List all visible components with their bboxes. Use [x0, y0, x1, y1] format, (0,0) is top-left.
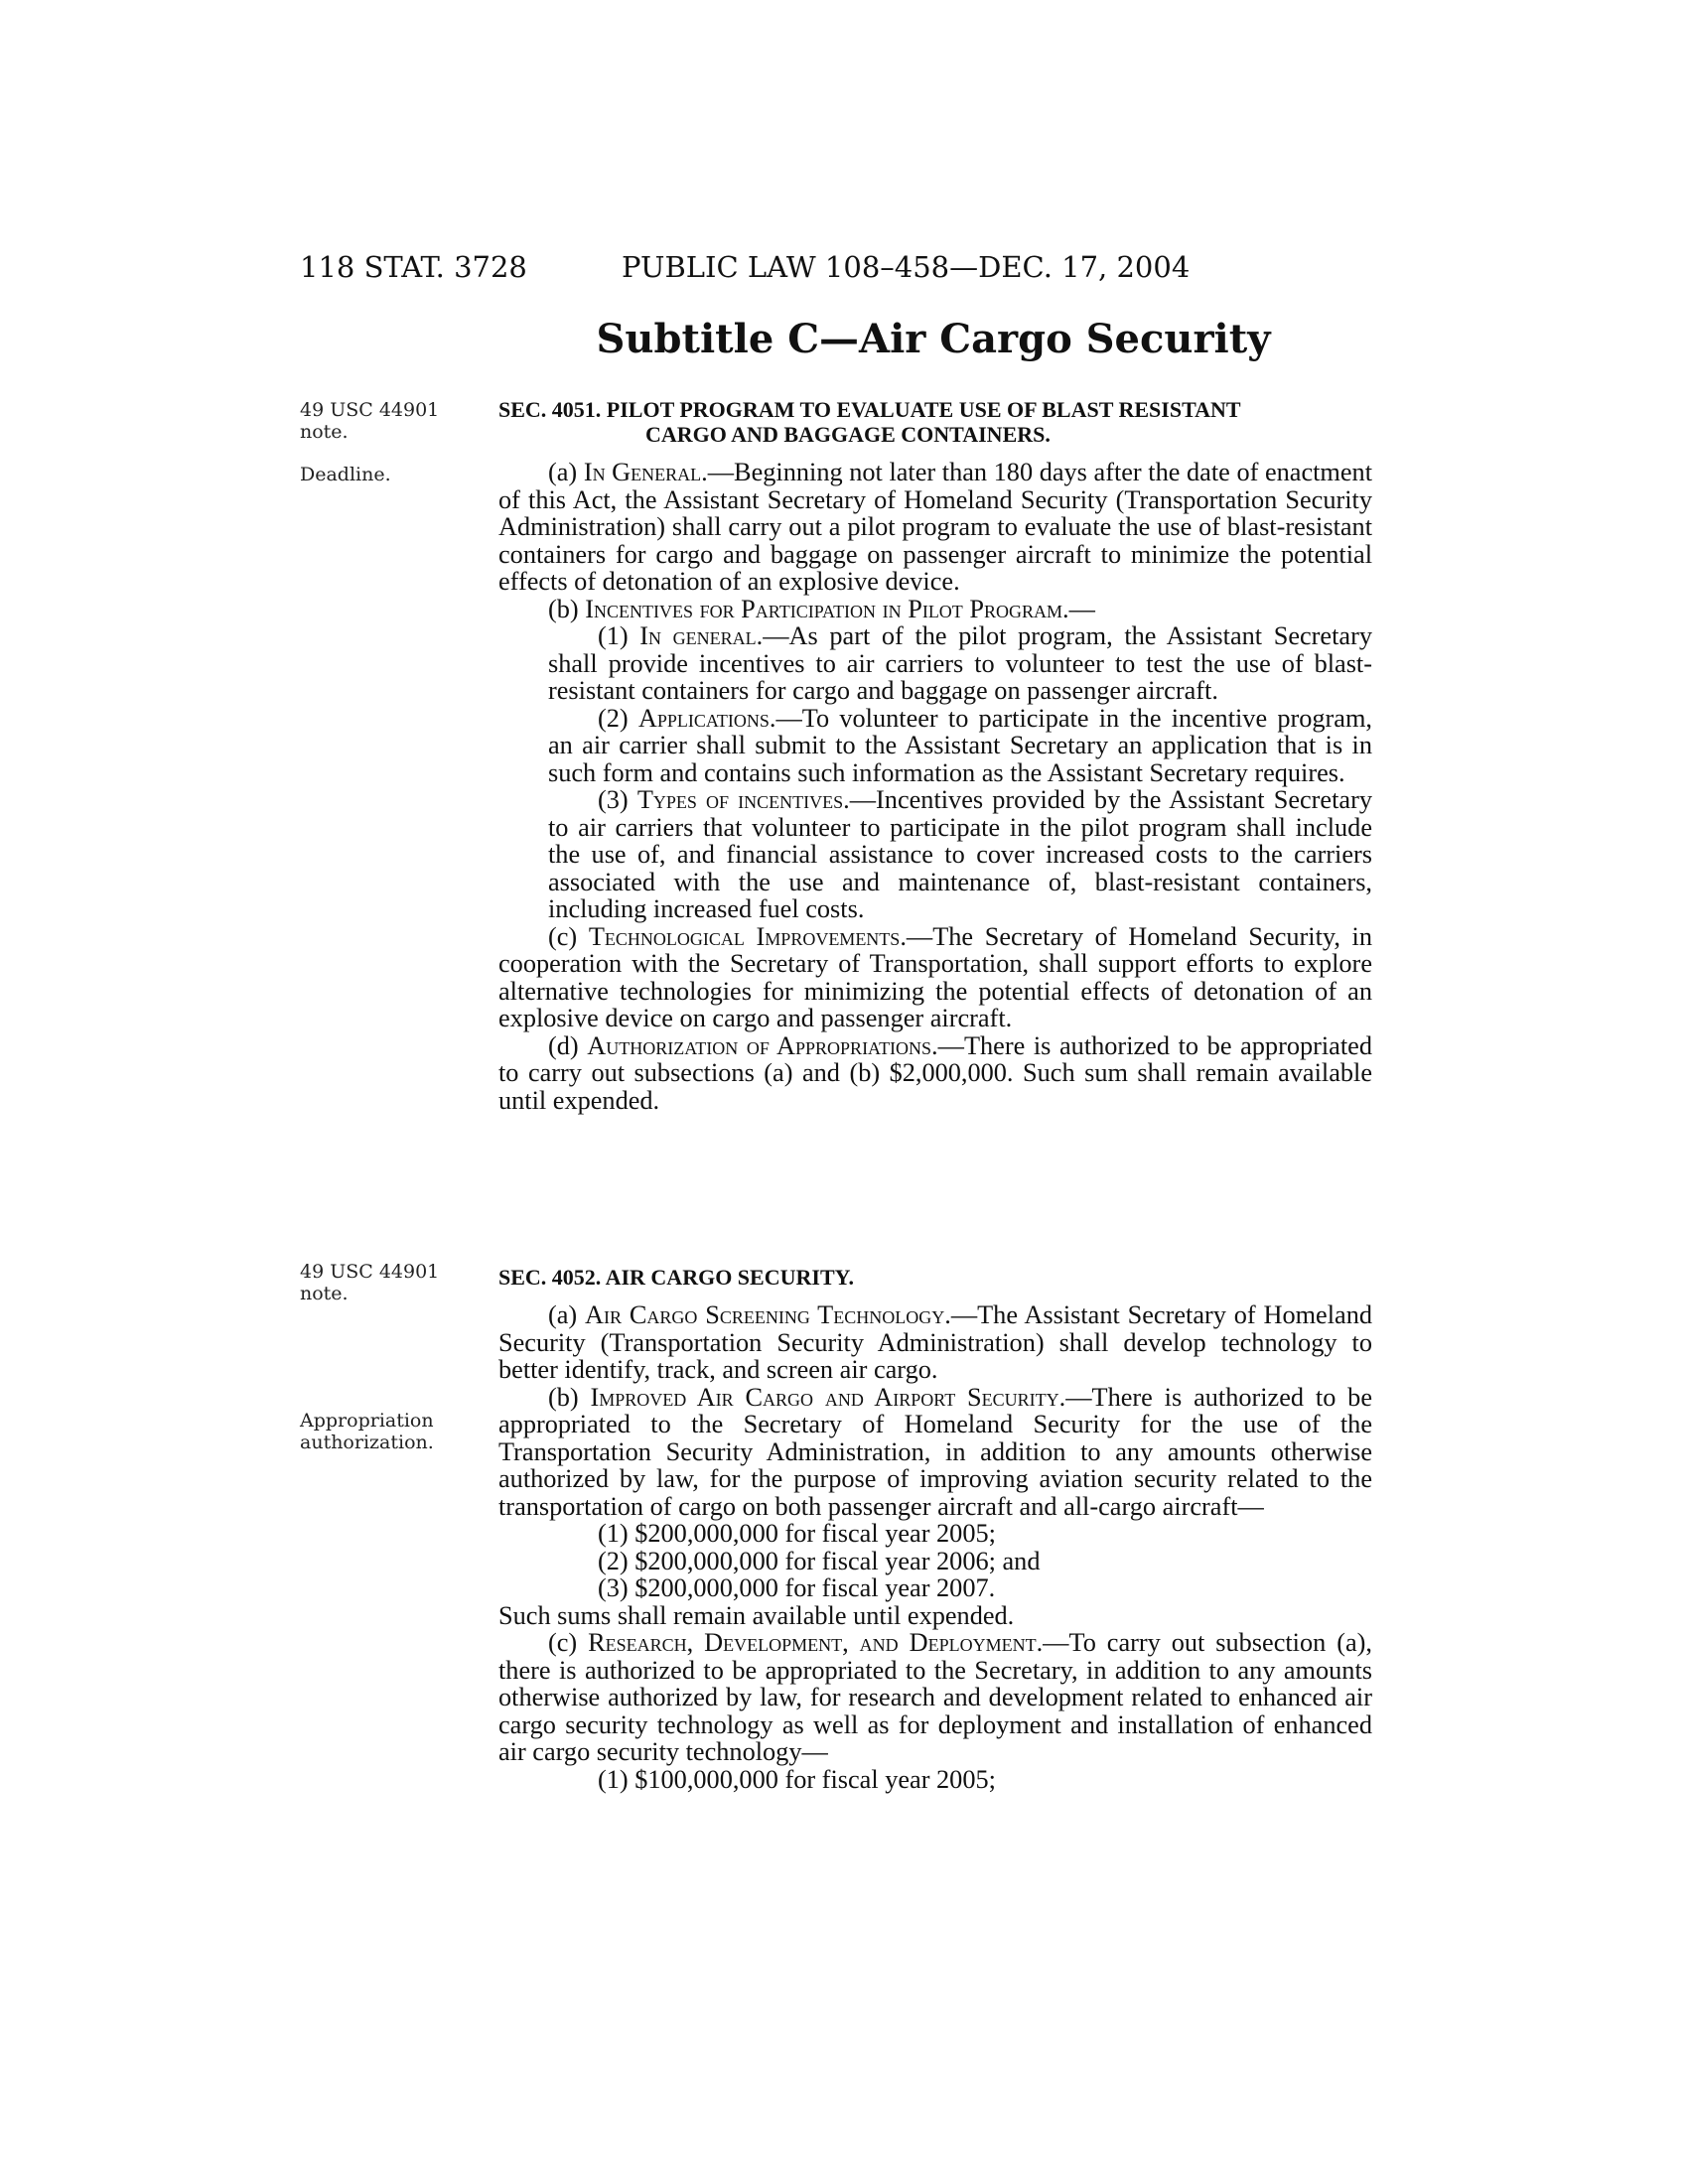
section-4051-heading: SEC. 4051. PILOT PROGRAM TO EVALUATE USE OF BLAST RESISTANT CARGO AND BAGGAGE CONTAINERS. [498, 397, 1241, 447]
section-4052-c: (c) Research, Development, and Deployment.—To carry out subsection (a), there is authorized to be appropriated to the Secretary, in addition to any amounts otherwise authorized by law, for research and development related to enhanced air cargo security technology as well as for deployment and installation of enhanced air cargo security technology— [498, 1628, 1372, 1766]
stat-page-number: 118 STAT. 3728 [300, 250, 527, 284]
subtitle-heading: Subtitle C—Air Cargo Security [596, 316, 1271, 362]
section-4052-b-item: (1) $200,000,000 for fiscal year 2005; [598, 1519, 996, 1548]
section-4051-b3: (3) Types of incentives.—Incentives provided by the Assistant Secretary to air carriers that volunteer to participate in the pilot program shall include the use of, and financial assistance to cover increased costs to the carriers associated with the use and maintenance of, blast-resistant containers, including increased fuel costs. [548, 785, 1372, 923]
section-4052-a: (a) Air Cargo Screening Technology.—The Assistant Secretary of Homeland Security (Transportation Security Administration) shall develop technology to better identify, track, and screen air cargo. [498, 1300, 1373, 1384]
section-4052-b: (b) Improved Air Cargo and Airport Security.—There is authorized to be appropriated to the Secretary of Homeland Security for the use of the Transportation Security Administration, in addition to any amounts otherwise authorized by law, for the purpose of improving aviation security related to the transportation of cargo on both passenger aircraft and all-cargo aircraft— [498, 1382, 1372, 1521]
section-4051-b1: (1) In general.—As part of the pilot program, the Assistant Secretary shall provide incentives to air carriers to volunteer to test the use of blast-resistant containers for cargo and baggage on passenger aircraft. [548, 621, 1372, 705]
margin-note-usc-2: 49 USC 44901 note. [300, 1261, 440, 1304]
law-citation: PUBLIC LAW 108–458—DEC. 17, 2004 [622, 250, 1191, 284]
section-4052-b-item: (2) $200,000,000 for fiscal year 2006; and [598, 1546, 1041, 1575]
section-4052 [498, 1265, 1372, 1793]
section-4052-b-item: (3) $200,000,000 for fiscal year 2007. [598, 1573, 996, 1602]
section-4052-heading: SEC. 4052. AIR CARGO SECURITY. [498, 1265, 854, 1290]
section-4051-d: (d) Authorization of Appropriations.—There is authorized to be appropriated to carry out subsections (a) and (b) $2,000,000. Such sum shall remain available until expended. [498, 1030, 1372, 1115]
section-4052-b-closing: Such sums shall remain available until expended. [498, 1600, 1015, 1630]
section-4052-c-item: (1) $100,000,000 for fiscal year 2005; [598, 1764, 996, 1794]
section-4051-a: (a) In General.—Beginning not later than 180 days after the date of enactment of this Act, the Assistant Secretary of Homeland Security (Transportation Security Administration) shall carry out a pilot program to evaluate the use of blast-resistant containers for cargo and baggage on passenger aircraft to minimize the potential effects of detonation of an explosive device. [498, 458, 1373, 596]
section-4051-c: (c) Technological Improvements.—The Secretary of Homeland Security, in cooperation with the Secretary of Transportation, shall support efforts to explore alternative technologies for minimizing the potential effects of detonation of an explosive device on cargo and passenger aircraft. [498, 921, 1373, 1032]
margin-note-appropriation: Appropriation authorization. [300, 1410, 434, 1453]
margin-note-deadline: Deadline. [300, 464, 391, 485]
margin-note-usc-1: 49 USC 44901 note. [300, 399, 440, 443]
section-4051-b2: (2) Applications.—To volunteer to participate in the incentive program, an air carrier shall submit to the Assistant Secretary an application that is in such form and contains such information as the Assistant Secretary requires. [548, 703, 1372, 787]
section-4051-b: (b) Incentives for Participation in Pilot Program.— [548, 594, 1095, 623]
section-4051 [498, 397, 1372, 1114]
